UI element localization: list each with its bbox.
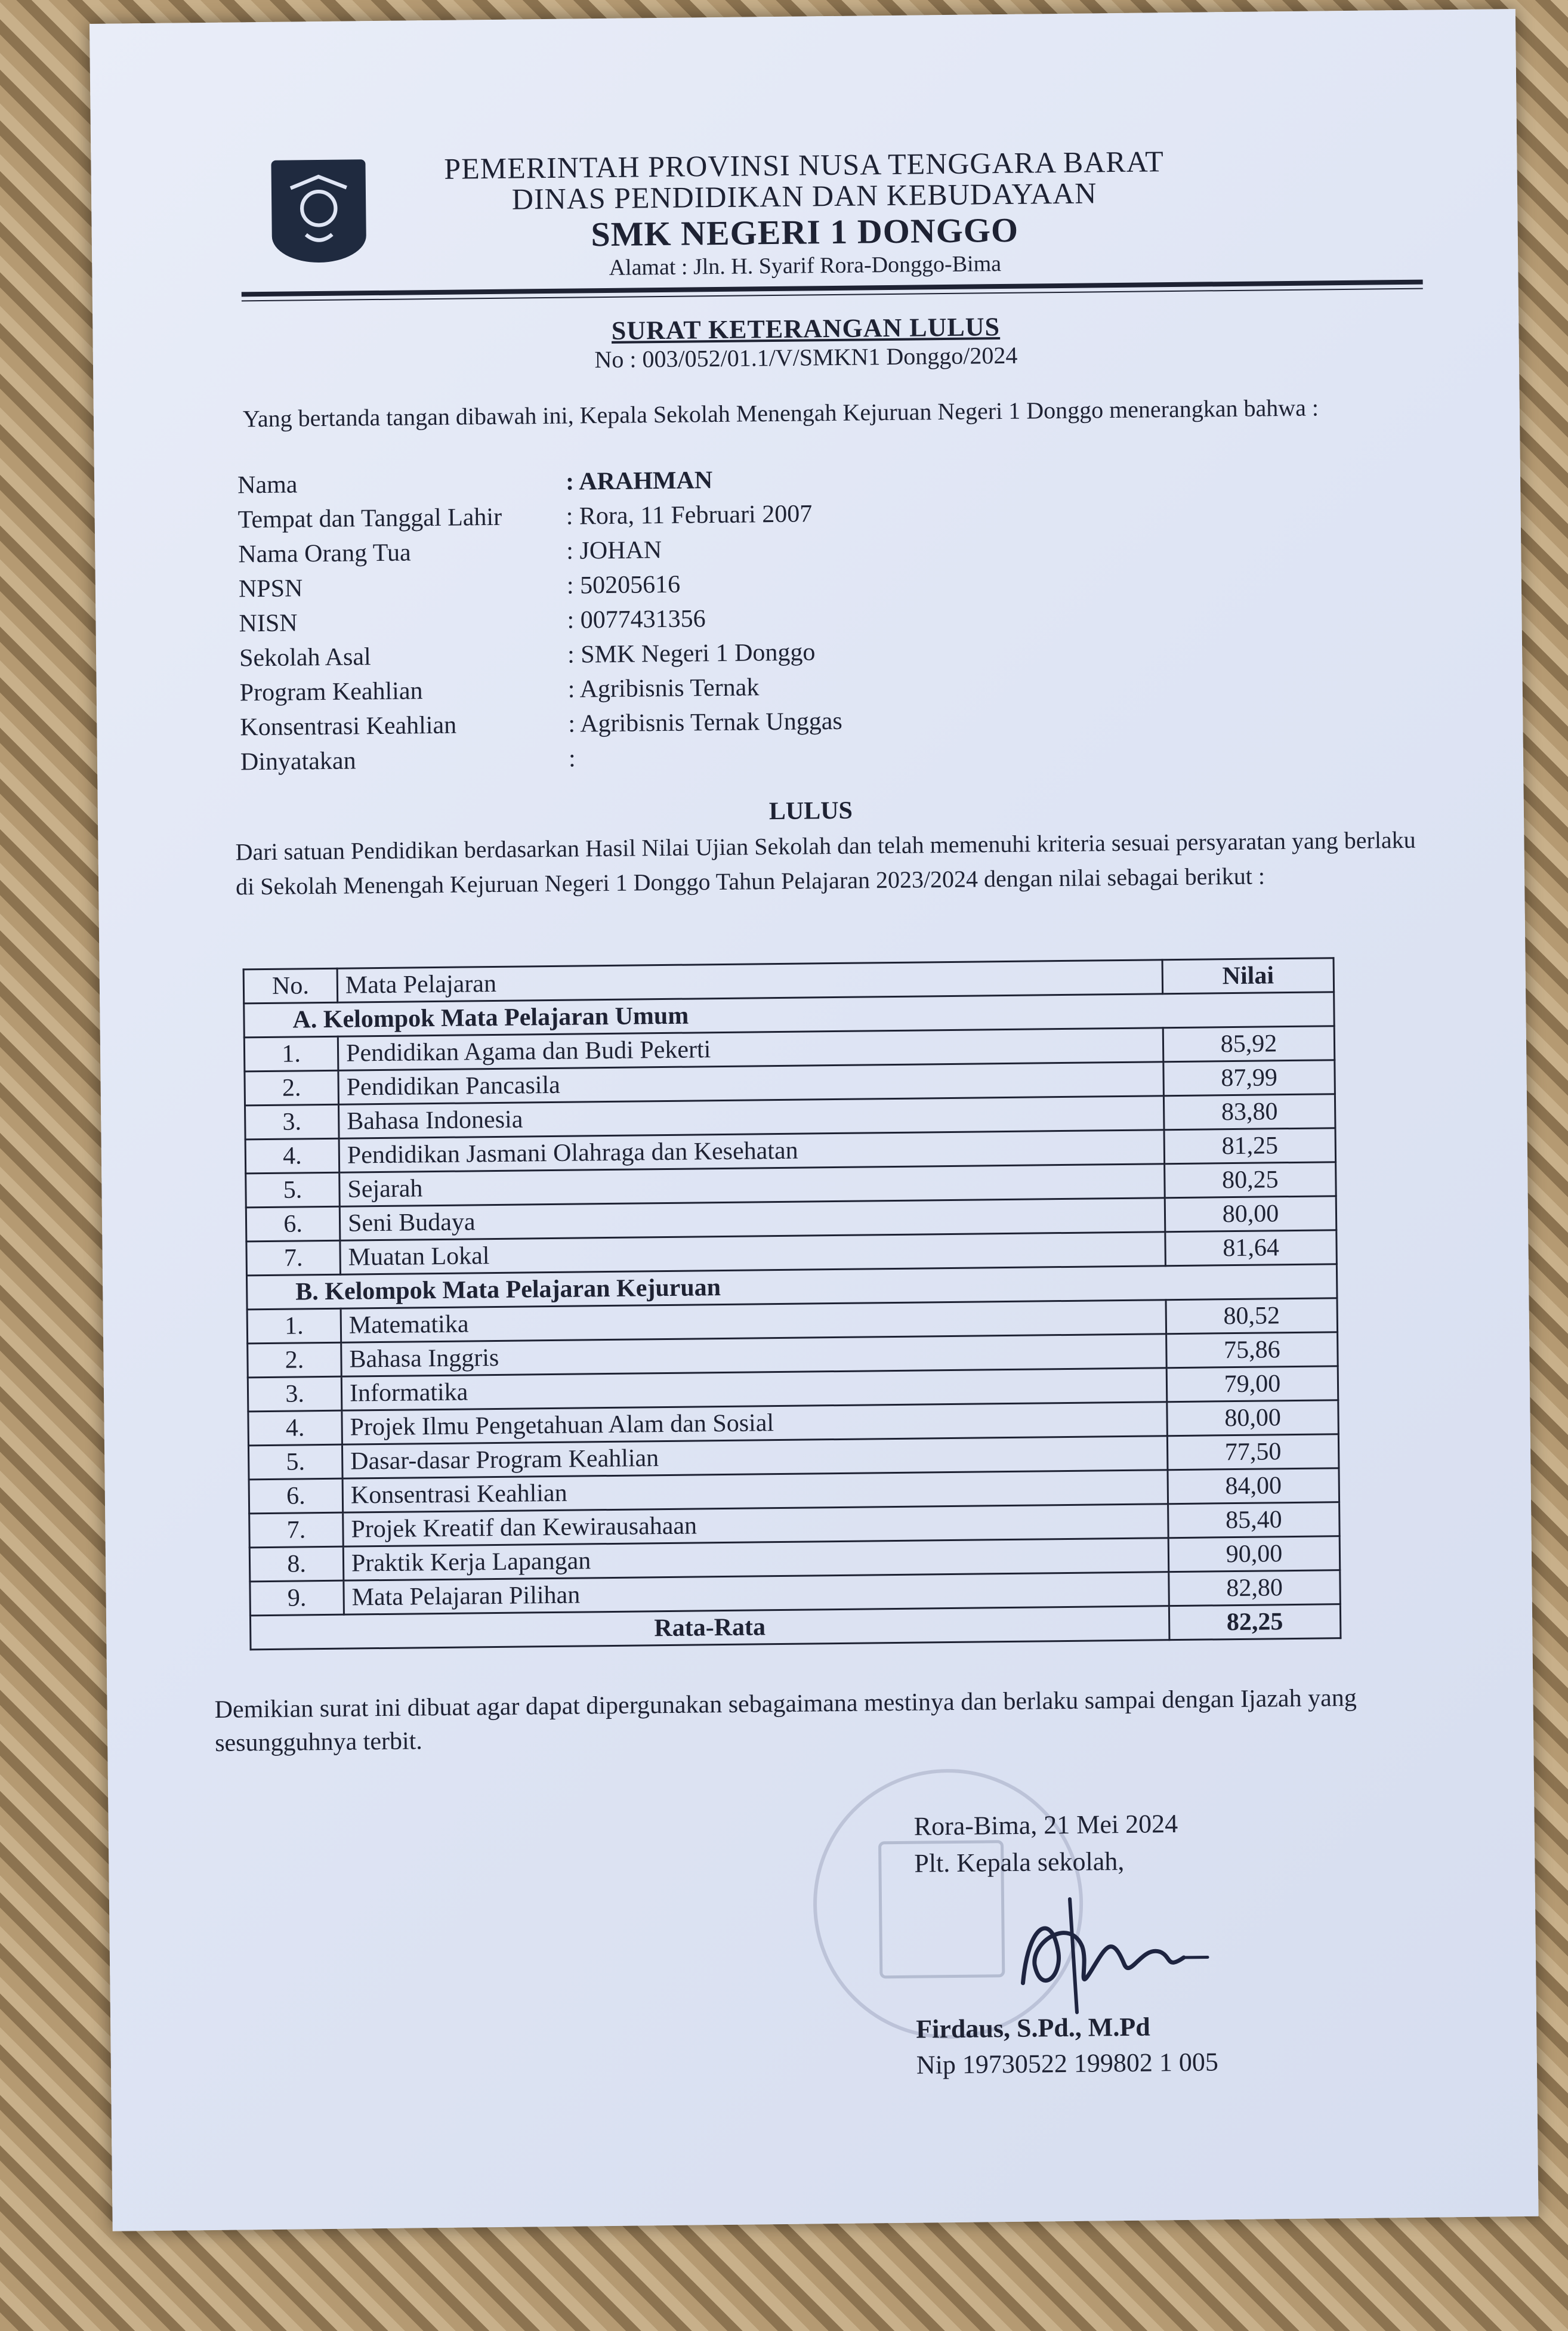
field-value: : Agribisnis Ternak Unggas: [568, 707, 842, 738]
field-value: : Agribisnis Ternak: [567, 674, 760, 703]
group-b-rows: [247, 1298, 1340, 1616]
row-score: 81,64: [1165, 1230, 1337, 1266]
intro-text: Yang bertanda tangan dibawah ini, Kepala Sekolah Menengah Kejuruan Negeri 1 Donggo menerangkan bahwa :: [242, 394, 1319, 433]
row-number: 5.: [246, 1172, 340, 1208]
row-number: 1.: [247, 1308, 341, 1344]
statement-paragraph: Dari satuan Pendidikan berdasarkan Hasil Nilai Ujian Sekolah dan telah memenuhi kriteria sesuai persyaratan yang berlaku di Sekolah Menengah Kejuruan Negeri 1 Donggo Tahun Pelajaran 2023/2024 dengan nilai sebagai berikut :: [235, 826, 1416, 900]
row-subject: Pendidikan Pancasila: [338, 1062, 1164, 1104]
row-score: 85,92: [1163, 1026, 1335, 1062]
field-label: Tempat dan Tanggal Lahir: [237, 503, 502, 534]
field-label: Konsentrasi Keahlian: [240, 711, 457, 742]
document-number: No : 003/052/01.1/V/SMKN1 Donggo/2024: [594, 341, 1018, 373]
row-number: 2.: [248, 1342, 342, 1378]
row-score: 80,52: [1166, 1298, 1338, 1334]
field-value: : Rora, 11 Februari 2007: [566, 500, 813, 530]
row-number: 8.: [249, 1546, 344, 1582]
document-title: SURAT KETERANGAN LULUS: [611, 312, 1001, 345]
field-value: : 50205616: [566, 570, 681, 600]
field-ttl: [94, 492, 1520, 534]
column-header-subject: Mata Pelajaran: [337, 960, 1163, 1002]
row-subject: Informatika: [341, 1368, 1167, 1410]
group-label: B. Kelompok Mata Pelajaran Kejuruan: [246, 1264, 1336, 1310]
field-value: : 0077431356: [567, 605, 706, 634]
signatory-nip: Nip 19730522 199802 1 005: [916, 2047, 1219, 2080]
row-subject: Bahasa Inggris: [341, 1334, 1167, 1376]
row-number: 6.: [246, 1206, 340, 1242]
row-subject: Projek Ilmu Pengetahuan Alam dan Sosial: [342, 1402, 1168, 1444]
row-subject: Muatan Lokal: [340, 1232, 1166, 1274]
row-subject: Mata Pelajaran Pilihan: [344, 1572, 1169, 1614]
signature-title: Plt. Kepala sekolah,: [914, 1847, 1125, 1878]
row-subject: Bahasa Indonesia: [338, 1096, 1164, 1138]
row-score: 87,99: [1163, 1060, 1335, 1096]
field-label: Nama: [237, 471, 298, 499]
row-number: 5.: [248, 1444, 342, 1480]
row-subject: Seni Budaya: [339, 1198, 1165, 1240]
field-nama: [94, 458, 1520, 499]
handwritten-signature-icon: [986, 1873, 1239, 2031]
field-label: NISN: [239, 609, 298, 638]
row-score: 80,00: [1167, 1400, 1339, 1436]
row-score: 85,40: [1168, 1502, 1340, 1538]
field-value: :: [568, 745, 576, 773]
row-number: 7.: [249, 1512, 344, 1548]
row-score: 77,50: [1167, 1434, 1339, 1470]
row-score: 81,25: [1164, 1128, 1336, 1164]
row-score: 80,25: [1165, 1162, 1336, 1198]
row-number: 9.: [250, 1580, 344, 1616]
grades-table: [243, 957, 1342, 1650]
row-number: 6.: [249, 1478, 343, 1514]
row-subject: Matematika: [341, 1300, 1166, 1342]
row-score: 82,80: [1169, 1570, 1341, 1606]
row-score: 80,00: [1165, 1196, 1336, 1232]
row-number: 7.: [246, 1240, 341, 1276]
column-header-no: No.: [243, 968, 338, 1004]
group-label: A. Kelompok Mata Pelajaran Umum: [244, 992, 1334, 1038]
row-subject: Projek Kreatif dan Kewirausahaan: [343, 1504, 1169, 1546]
signature-place-date: Rora-Bima, 21 Mei 2024: [913, 1809, 1178, 1841]
field-label: Sekolah Asal: [239, 643, 371, 672]
header-school-name: SMK NEGERI 1 DONGGO: [591, 210, 1019, 254]
field-value: : JOHAN: [566, 536, 662, 565]
field-label: Program Keahlian: [239, 677, 423, 707]
row-subject: Pendidikan Jasmani Olahraga dan Kesehatan: [339, 1130, 1165, 1172]
row-score: 79,00: [1166, 1366, 1338, 1402]
row-score: 90,00: [1168, 1536, 1340, 1572]
field-sekolah: [96, 631, 1522, 672]
row-number: 2.: [245, 1070, 339, 1106]
row-subject: Dasar-dasar Program Keahlian: [342, 1436, 1168, 1478]
row-number: 4.: [245, 1138, 339, 1174]
header-department: DINAS PENDIDIKAN DAN KEBUDAYAAN: [511, 176, 1097, 216]
field-value: : SMK Negeri 1 Donggo: [567, 638, 816, 669]
column-header-score: Nilai: [1162, 958, 1334, 994]
header-address: Alamat : Jln. H. Syarif Rora-Donggo-Bima: [609, 251, 1002, 280]
group-a-rows: [244, 1026, 1336, 1276]
field-value: : ARAHMAN: [565, 467, 713, 496]
signatory-name: Firdaus, S.Pd., M.Pd: [916, 2012, 1150, 2044]
field-label: NPSN: [238, 575, 303, 603]
document-paper: [89, 9, 1539, 2231]
row-number: 3.: [248, 1376, 342, 1412]
row-number: 1.: [244, 1036, 338, 1072]
field-label: Dinyatakan: [240, 747, 356, 776]
row-subject: Praktik Kerja Lapangan: [343, 1538, 1169, 1580]
header-government: PEMERINTAH PROVINSI NUSA TENGGARA BARAT: [444, 144, 1165, 186]
row-subject: Pendidikan Agama dan Budi Pekerti: [338, 1028, 1163, 1070]
field-label: Nama Orang Tua: [238, 539, 411, 569]
field-nisn: [95, 596, 1521, 638]
average-score: 82,25: [1169, 1604, 1341, 1640]
average-label: Rata-Rata: [250, 1606, 1169, 1650]
closing-text: Demikian surat ini dibuat agar dapat dipergunakan sebagaimana mestinya dan berlaku sampai dengan Ijazah yang sesungguhnya terbit.: [214, 1684, 1357, 1757]
row-subject: Sejarah: [339, 1164, 1165, 1206]
row-subject: Konsentrasi Keahlian: [342, 1470, 1168, 1512]
row-score: 84,00: [1168, 1468, 1339, 1504]
row-number: 4.: [248, 1410, 342, 1446]
row-score: 83,80: [1163, 1094, 1335, 1130]
row-score: 75,86: [1166, 1332, 1338, 1368]
row-number: 3.: [245, 1104, 339, 1140]
result-status: LULUS: [768, 796, 853, 826]
